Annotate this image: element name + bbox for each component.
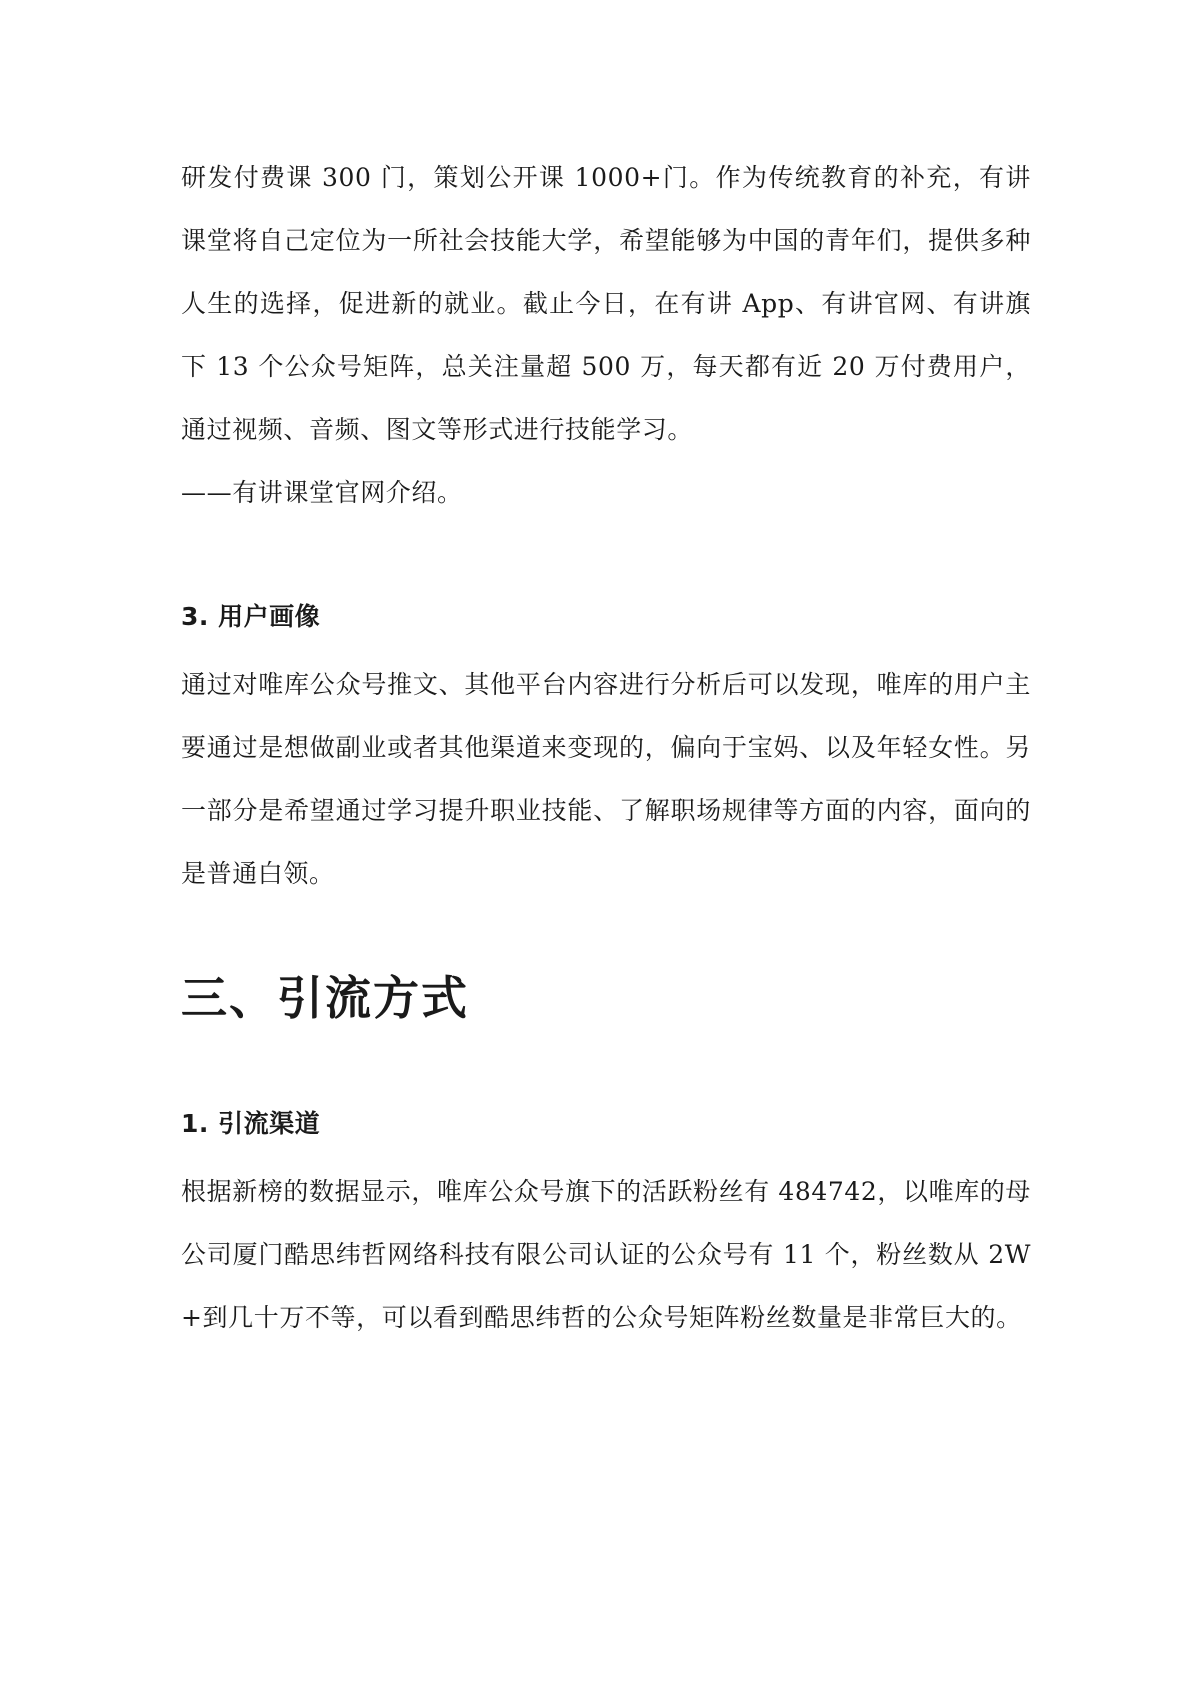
channels-heading: 1. 引流渠道	[181, 1109, 321, 1138]
intro-paragraph: 研发付费课 300 门，策划公开课 1000+门。作为传统教育的补充，有讲课堂将自己定位为一所社会技能大学，希望能够为中国的青年们，提供多种人生的选择，促进新的就业。截止今日，在有讲 App、有讲官网、有讲旗下 13 个公众号矩阵，总关注量超 500 万，每天都有近 20 万付费用户，通过视频、音频、图文等形式进行技能学习。	[181, 163, 1031, 444]
channels-paragraph: 根据新榜的数据显示，唯库公众号旗下的活跃粉丝有 484742，以唯库的母公司厦门酷思纬哲网络科技有限公司认证的公众号有 11 个，粉丝数从 2W+到几十万不等，可以看到酷思纬哲的公众号矩阵粉丝数量是非常巨大的。	[181, 1177, 1031, 1332]
persona-heading: 3. 用户画像	[181, 602, 321, 631]
channels-body	[181, 1160, 1031, 1349]
intro-source: ——有讲课堂官网介绍。	[181, 478, 463, 507]
persona-section	[181, 597, 1031, 637]
persona-paragraph: 通过对唯库公众号推文、其他平台内容进行分析后可以发现，唯库的用户主要通过是想做副业或者其他渠道来变现的，偏向于宝妈、以及年轻女性。另一部分是希望通过学习提升职业技能、了解职场规律等方面的内容，面向的是普通白领。	[181, 670, 1031, 888]
section-heading-traffic: 三、引流方式	[181, 971, 469, 1025]
channels-section	[181, 1104, 1031, 1144]
traffic-section	[181, 966, 1031, 1030]
intro-section	[181, 146, 1031, 524]
persona-body	[181, 653, 1031, 905]
